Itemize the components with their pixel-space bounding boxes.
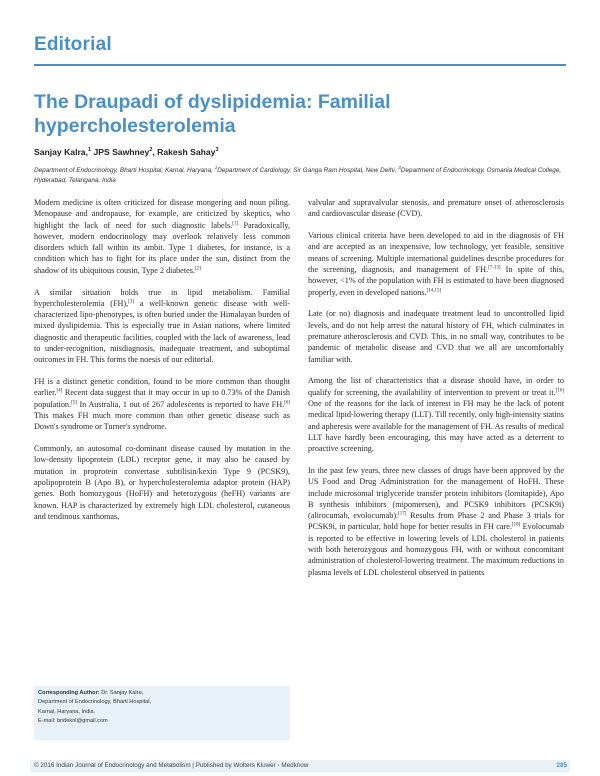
correspondence-heading: [38, 689, 286, 698]
body-paragraph: [308, 308, 564, 364]
body-paragraph: [34, 443, 290, 522]
paragraph-text: valvular and supravalvular stenosis, and premature onset of atherosclerosis and cardiovascular disease (CVD).: [308, 198, 564, 219]
paragraph-text: Modern medicine is often criticized for disease mongering and noun piling. Menopause and andropause, for example, are criticized by skeptics, who highlight the lack of need for such diagnostic labels.: [34, 198, 290, 230]
citation-ref: [7-13]: [488, 265, 501, 271]
author-name: JPS Sawhney: [93, 147, 150, 157]
article-title: The Draupadi of dyslipidemia: Familial hypercholesterolemia: [34, 91, 391, 137]
citation-ref: [2]: [194, 266, 201, 272]
author-affil-mark: 1: [87, 147, 92, 154]
body-paragraph: [34, 197, 290, 276]
header-rule: [34, 64, 566, 66]
paragraph-text: Various clinical criteria have been developed to aid in the diagnosis of FH and are accepted as an inexpensive, low technology, yet feasible, sensitive means of screening. Multiple international guidelines describe procedures for the screening, diagnosis, and management of FH.: [308, 231, 564, 274]
citation-ref: [3]: [128, 299, 135, 305]
author-affil-mark: 3: [215, 147, 219, 154]
correspondence-name: Dr. Sanjay Kalra,: [99, 690, 144, 696]
citation-ref: [16]: [555, 387, 564, 393]
body-paragraph: [308, 375, 564, 454]
affiliations: [34, 163, 566, 185]
paragraph-text: Late (or no) diagnosis and inadequate treatment lead to uncontrolled lipid levels, and do not help arrest the natural history of FH, which culminates in premature atherosclerosis and CVD. This, in no small way, contributes to be pandemic of metabolic disease and CVD that we all are uncomfortably familiar with.: [308, 309, 564, 364]
affil-mark: 1: [214, 165, 218, 170]
paragraph-text: In the past few years, three new classes of drugs have been approved by the US Food and Drug Administration for the management of HoFH. These include microsomal triglyceride transfer protein inhibitors (lomitapide), Apo B synthesis inhibitors (mipomersen), and PCSK9 inhibitors (PCSK9i) (alirocumab, evolocumab).: [308, 465, 564, 521]
paragraph-text: A similar situation holds true in lipid metabolism. Familial hypercholesterolemia (FH),: [34, 287, 290, 308]
body-column-right: [308, 197, 564, 588]
footer-copyright: © 2016 Indian Journal of Endocrinology and Metabolism | Published by Wolters Kluwer - Medknow: [34, 762, 309, 769]
paragraph-text: Recent data suggest that it may occur in up to 0.73% of the Danish population.: [34, 388, 290, 409]
affiliation-text: Department of Endocrinology, Osmania Medical College, Hyderabad, Telangana, India: [34, 167, 562, 184]
body-paragraph: [308, 197, 564, 220]
affil-mark: 3: [398, 165, 401, 170]
paragraph-text: This makes FH much more common than other genetic disease such as Down's syndrome or Turner's syndrome.: [34, 411, 290, 432]
paragraph-text: One of the reasons for the lack of interest in FH may be the lack of potent medical lipid-lowering therapy (LLT). Till recently, only high-intensity statins and apheresis were available for the management of FH. As results of medical LLT have hardly been encouraging, this may have acted as a deterrent to proactive screening.: [308, 398, 564, 454]
body-column-left: [34, 197, 290, 533]
author-affil-mark: 2: [149, 147, 153, 154]
paragraph-text: Results from Phase 2 and Phase 3 trials for PCSK9i, in particular, hold hope for better results in FH care.: [308, 511, 565, 532]
affiliation-text: Department of Cardiology, Sir Ganga Ram Hospital, New Delhi,: [217, 167, 399, 175]
page-number: 285: [556, 762, 567, 769]
paragraph-text: Commonly, an autosomal co-dominant disease caused by mutation in the low-density lipoprotein (LDL) receptor gene, it may also be caused by mutation in proprotein convertase subtilisin/kexin Type 9 (PCSK9), apolipoprotein B (Apo B), or hypercholesterolemia adaptor protein (HAP) genes. Both homozygous (HoFH) and heterozygous (heFH) variants are known. HAP is characterized by extremely high LDL cholesterol, cutaneous and tendinous xanthomas,: [34, 444, 290, 521]
author-name: Rakesh Sahay: [157, 147, 216, 157]
affiliation-text: Department of Endocrinology, Bharti Hospital, Karnal, Haryana,: [34, 167, 215, 175]
body-paragraph: [308, 465, 564, 578]
body-paragraph: [34, 376, 290, 432]
section-label: Editorial: [34, 34, 112, 55]
paragraph-text: Paradoxically, however, modern endocrinology may overlook relatively less common disorders which fall within its ambit. Type 1 diabetes, for instance, is a condition which has to fight for its place under the sun, distinct from the shadow of its ubiquitous cousin, Type 2 diabetes.: [34, 220, 290, 275]
paragraph-text: a well-known genetic disease with well-characterized lipo-phenotypes, is often buried under the Himalayan burden of mixed dyslipidemia. This is especially true in Asian nations, where limited diagnostic and therapeutic facilities, coupled with the lack of awareness, lead to under-recognition, misdiagnosis, inadequate treatment, and suboptimal outcomes in FH. This forms the noesis of our editorial.: [34, 298, 290, 365]
correspondence-label: Corresponding Author:: [38, 690, 100, 696]
correspondence-line: Karnal, Haryana, India.: [38, 708, 96, 715]
correspondence-box: [34, 686, 290, 740]
body-paragraph: [308, 230, 564, 298]
correspondence-line: Department of Endocrinology, Bharti Hospital,: [38, 699, 152, 706]
author-name: Sanjay Kalra,: [34, 147, 88, 157]
paragraph-text: Evolocumab is reported to be effective in lowering levels of LDL cholesterol in patients with both heterozygous and homozygous FH, with or without concomitant administration of cholesterol-lowering treatment. The maximum reductions in plasma levels of LDL cholesterol observed in patients: [308, 522, 564, 577]
body-paragraph: [34, 287, 290, 366]
citation-ref: [1]: [232, 220, 239, 226]
paragraph-text: FH is a distinct genetic condition, found to be more common than thought earlier.: [34, 377, 290, 398]
citation-ref: [17]: [398, 511, 407, 517]
citation-ref: [18]: [511, 522, 521, 528]
paragraph-text: In spite of this, however, <1% of the population with FH is estimated to have been diagnosed properly, even in developed nations.: [308, 264, 564, 297]
section-header: [34, 34, 566, 56]
paragraph-text: In Australia, 1 out of 267 adolescents is reported to have FH.: [76, 399, 285, 409]
citation-ref: [4]: [56, 388, 63, 394]
paragraph-text: Among the list of characteristics that a disease should have, in order to qualify for screening, the availability of intervention to prevent or treat it.: [308, 376, 564, 397]
author-list: Sanjay Kalra,$^1$ JPS Sawhney$^2$, Rakesh Sahay$^3$: [34, 147, 219, 157]
citation-ref: [6]: [284, 400, 290, 406]
citation-ref: [14,15]: [426, 287, 442, 293]
page-footer: [30, 760, 570, 772]
correspondence-email: E-mail: brideknl@gmail.com: [38, 718, 108, 725]
citation-ref: [5]: [71, 400, 77, 406]
